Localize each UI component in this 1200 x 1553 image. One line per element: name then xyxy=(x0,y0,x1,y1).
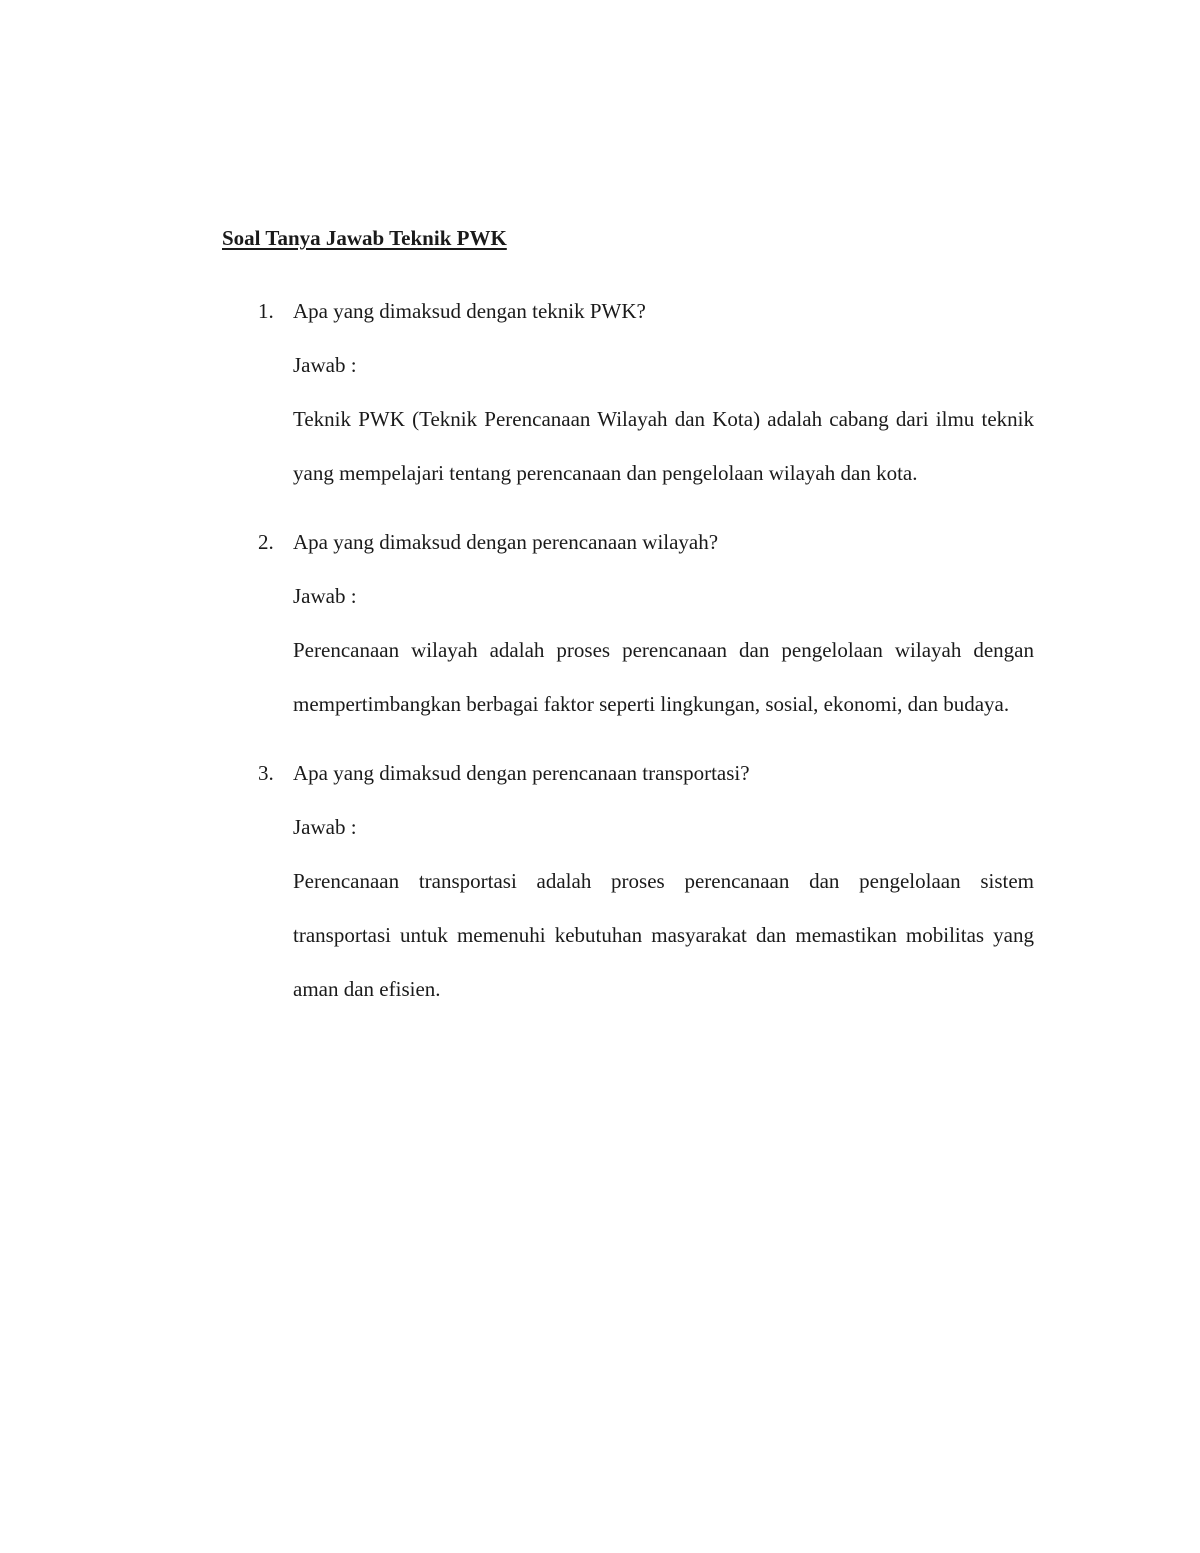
question-item-2 xyxy=(222,528,1034,731)
answer-text: Teknik PWK (Teknik Perencanaan Wilayah dan Kota) adalah cabang dari ilmu teknik yang mempelajari tentang perencanaan dan pengelolaan wilayah dan kota. xyxy=(293,407,1034,485)
answer-text: Perencanaan wilayah adalah proses perencanaan dan pengelolaan wilayah dengan mempertimbangkan berbagai faktor seperti lingkungan, sosial, ekonomi, dan budaya. xyxy=(293,638,1034,716)
question-text: Apa yang dimaksud dengan perencanaan transportasi? xyxy=(293,761,750,785)
question-list xyxy=(222,297,1034,1044)
answer-label: Jawab : xyxy=(293,584,357,608)
question-number: 3. xyxy=(258,761,274,785)
answer-label: Jawab : xyxy=(293,353,357,377)
question-text: Apa yang dimaksud dengan teknik PWK? xyxy=(293,299,646,323)
question-text: Apa yang dimaksud dengan perencanaan wilayah? xyxy=(293,530,719,554)
document-title: Soal Tanya Jawab Teknik PWK xyxy=(222,226,507,250)
question-number: 2. xyxy=(258,530,274,554)
question-item-1 xyxy=(222,297,1034,500)
answer-text: Perencanaan transportasi adalah proses perencanaan dan pengelolaan sistem transportasi untuk memenuhi kebutuhan masyarakat dan memastikan mobilitas yang aman dan efisien. xyxy=(293,869,1034,1001)
question-item-3 xyxy=(222,759,1034,1016)
question-number: 1. xyxy=(258,299,274,323)
answer-label: Jawab : xyxy=(293,815,357,839)
